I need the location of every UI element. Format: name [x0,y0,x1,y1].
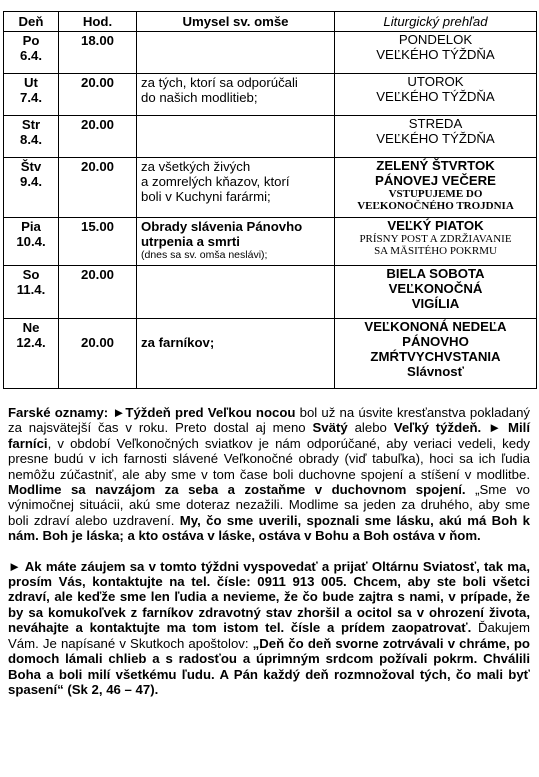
table-header-row [4,12,537,32]
liturgy-cell: UTOROK VEĽKÉHO TÝŽDŇA [335,74,537,116]
liturgy-cell: ZELENÝ ŠTVRTOK PÁNOVEJ VEČERE VSTUPUJEME DO VEĽKONOČNÉHO TROJDNIA [335,158,537,218]
header-intention: Umysel sv. omše [137,12,335,32]
intention-cell: Obrady slávenia Pánovho utrpenia a smrti (dnes sa sv. omša neslávi); [137,218,335,266]
day-cell: Ut 7.4. [4,74,59,116]
header-time: Hod. [59,12,137,32]
day-cell: Pia 10.4. [4,218,59,266]
table-row [4,158,537,218]
time-cell: 20.00 [59,319,137,389]
liturgy-cell: BIELA SOBOTA VEĽKONOČNÁ VIGÍLIA [335,266,537,319]
schedule-table [3,11,537,389]
day-cell: Ne 12.4. [4,319,59,389]
intention-cell [137,32,335,74]
day-cell: Štv 9.4. [4,158,59,218]
table-row [4,74,537,116]
liturgy-cell: VEĽKONONÁ NEDEĽA PÁNOVHO ZMŔTVYCHVSTANIA Slávnosť [335,319,537,389]
header-day: Deň [4,12,59,32]
intention-cell [137,116,335,158]
intention-cell: za tých, ktorí sa odporúčali do našich modlitieb; [137,74,335,116]
liturgy-cell: PONDELOK VEĽKÉHO TÝŽDŇA [335,32,537,74]
liturgy-cell: VEĽKÝ PIATOK PRÍSNY POST A ZDRŽIAVANIE SA MÄSITÉHO POKRMU [335,218,537,266]
table-row [4,218,537,266]
intention-cell: za všetkých živých a zomrelých kňazov, ktorí boli v Kuchyni farármi; [137,158,335,218]
time-cell: 18.00 [59,32,137,74]
intention-cell [137,266,335,319]
time-cell: 20.00 [59,116,137,158]
header-liturgy: Liturgický prehľad [335,12,537,32]
time-cell: 20.00 [59,266,137,319]
day-cell: So 11.4. [4,266,59,319]
liturgy-cell: STREDA VEĽKÉHO TÝŽDŇA [335,116,537,158]
time-cell: 20.00 [59,74,137,116]
table-row [4,266,537,319]
day-cell: Str 8.4. [4,116,59,158]
time-cell: 20.00 [59,158,137,218]
table-row [4,116,537,158]
table-row [4,319,537,389]
announcement-paragraph: Farské oznamy: ►Týždeň pred Veľkou nocou bol už na úsvite kresťanstva pokladaný za najsvätejší čas v roku. Preto dostal aj meno Svätý alebo Veľký týždeň. ► Milí farníci, v období Veľkonočných sviatkov je nám odporúčané, aby veriaci vedeli, kedy presne budú v ich farnosti slávené Veľkonočné obrady (viď tabuľka), hoci sa ich ľudia nemôžu zúčastniť, ale aby sme v tom čase boli duchovne spojení a stíšení v modlitbe. Modlime sa navzájom za seba a zostaňme v duchovnom spojení. „Sme vo výnimočnej situácii, akú sme doteraz nezažili. Modlime sa jeden za druhého, aby sme boli zdraví alebo uzdravení. My, čo sme uverili, spoznali sme lásku, akú má Boh k nám. Boh je láska; a kto ostáva v láske, ostáva v Bohu a Boh ostáva v ňom. [8,405,531,544]
intention-cell: za farníkov; [137,319,335,389]
time-cell: 15.00 [59,218,137,266]
table-row [4,32,537,74]
announcement-paragraph: ► Ak máte záujem sa v tomto týždni vyspovedať a prijať Oltárnu Sviatosť, tak ma, prosím Vás, kontaktujte na tel. čísle: 0911 913 005. Chcem, aby ste boli všetci zdraví, ale keďže sme len ľudia a nevieme, že čo bude zajtra s nami, v prípade, že by sa komukoľvek z farníkov zdravotný stav zhoršil a ocitol sa v ohrození života, neváhajte a kontaktujte ma tom istom tel. čísle a prídem zaopatrovať. Ďakujem Vám. Je napísané v Skutkoch apoštolov: „Deň čo deň svorne zotrvávali v chráme, po domoch lámali chlieb a s radosťou a úprimným srdcom požívali pokrm. Chválili Boha a boli milí všetkému ľudu. A Pán každý deň rozmnožoval tých, čo mali byť spasení“ (Sk 2, 46 – 47). [8,558,531,697]
day-cell: Po 6.4. [4,32,59,74]
parish-announcements [8,405,530,697]
